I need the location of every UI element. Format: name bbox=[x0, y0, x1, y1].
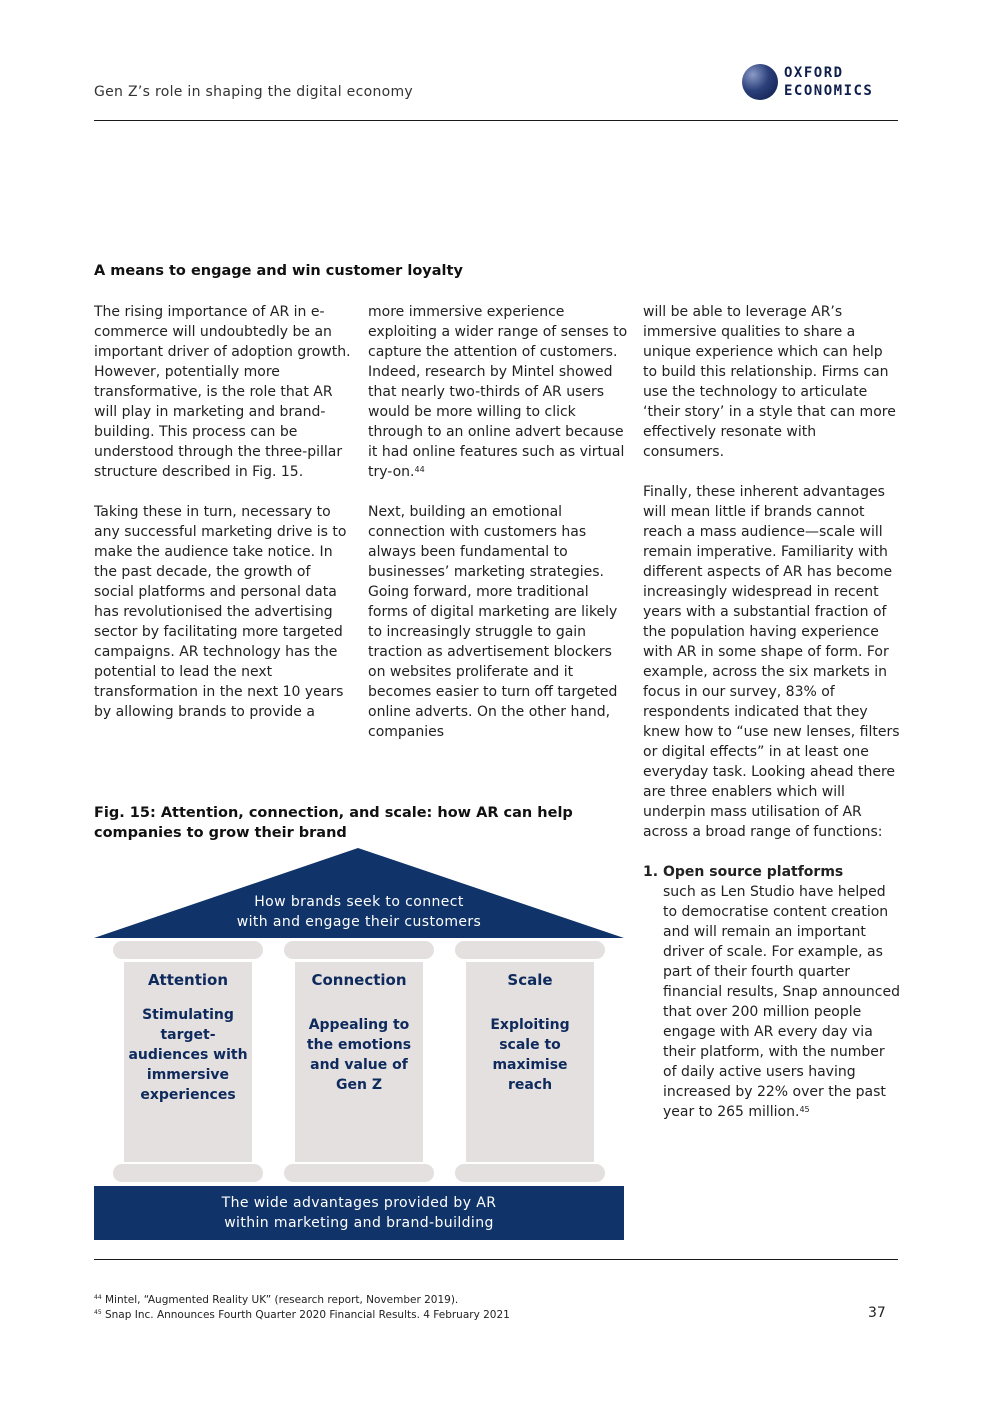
header-divider bbox=[94, 120, 898, 121]
list-item-title: Open source platforms bbox=[663, 864, 844, 880]
globe-icon bbox=[742, 64, 778, 100]
pillar-capital bbox=[284, 941, 434, 959]
pillar-base bbox=[113, 1164, 263, 1182]
figure-title: Fig. 15: Attention, connection, and scale: how AR can help companies to grow their brand bbox=[94, 805, 573, 841]
foundation-line-1: The wide advantages provided by AR bbox=[221, 1195, 497, 1211]
roof-text bbox=[94, 892, 624, 932]
foundation-line-2: within marketing and brand-building bbox=[224, 1215, 494, 1231]
running-header: Gen Z’s role in shaping the digital economy bbox=[94, 84, 414, 100]
list-number: 1. bbox=[643, 864, 659, 880]
text-column-1 bbox=[94, 302, 352, 742]
paragraph: Finally, these inherent advantages will mean little if brands cannot reach a mass audience—scale will remain imperative. Familiarity with different aspects of AR has become increasingly widespread in recent years with a substantial fraction of the population having experience with AR in some shape of form. For example, across the six markets in focus in our survey, 83% of respondents indicated that they knew how to “use new lenses, filters or digital effects” in at least one everyday task. Looking ahead there are three enablers which will underpin mass utilisation of AR across a broad range of functions: bbox=[643, 484, 900, 840]
roof-line-1: How brands seek to connect bbox=[254, 894, 464, 910]
paragraph: Next, building an emotional connection with customers has always been fundamental to businesses’ marketing strategies. Going forward, more traditional forms of digital marketing are likely to increasingly struggle to gain traction as advertisement blockers on websites proliferate and it becomes easier to turn off targeted online adverts. On the other hand, companies bbox=[368, 504, 618, 740]
pillar-base bbox=[284, 1164, 434, 1182]
footnote-45: $^{45}$ Snap Inc. Announces Fourth Quarter 2020 Financial Results. 4 February 2021 bbox=[94, 1309, 510, 1321]
pillar-title: Connection bbox=[311, 971, 407, 989]
paragraph: will be able to leverage AR’s immersive qualities to share a unique experience which can help to build this relationship. Firms can use the technology to articulate ‘their story’ in a style that can more effectively resonate with consumers. bbox=[643, 304, 896, 460]
paragraph: Taking these in turn, necessary to any successful marketing drive is to make the audience take notice. In the past decade, the growth of social platforms and personal data has revolutionised the advertising sector by facilitating more targeted campaigns. AR technology has the potential to lead the next transformation in the next 10 years by allowing brands to provide a bbox=[94, 504, 347, 720]
list-item bbox=[643, 862, 901, 1122]
pillar-description: Appealing to the emotions and value of Gen Z bbox=[306, 1017, 412, 1093]
pillar-base bbox=[455, 1164, 605, 1182]
pillar-description: Stimulating target-audiences with immersive experiences bbox=[128, 1007, 248, 1103]
footnote-ref[interactable]: 45 bbox=[799, 1105, 810, 1114]
logo-line-1: OXFORD bbox=[784, 65, 844, 81]
pillar-attention bbox=[124, 962, 252, 1162]
list-item-text: such as Len Studio have helped to democratise content creation and will remain an important driver of scale. For example, as part of their fourth quarter financial results, Snap announced that over 200 million people engage with AR every day via their platform, with the number of daily active users having increased by 22% over the past year to 265 million. bbox=[663, 884, 900, 1120]
pillar-title: Scale bbox=[507, 971, 553, 989]
logo-line-2: ECONOMICS bbox=[784, 83, 874, 99]
text-column-3 bbox=[643, 302, 901, 1122]
footnote-44: $^{44}$ Mintel, “Augmented Reality UK” (research report, November 2019). bbox=[94, 1294, 459, 1306]
pillar-scale bbox=[466, 962, 594, 1162]
paragraph: more immersive experience exploiting a wider range of senses to capture the attention of customers. Indeed, research by Mintel showed that nearly two-thirds of AR users would be more willing to click through to an online advert because it had online features such as virtual try-on.$^{44}$ bbox=[368, 304, 628, 480]
footnote-ref[interactable]: 44 bbox=[414, 465, 425, 474]
pillar-capital bbox=[455, 941, 605, 959]
page-number: 37 bbox=[868, 1305, 886, 1321]
pillar-capital bbox=[113, 941, 263, 959]
enablers-list bbox=[643, 862, 901, 1122]
pillar-connection bbox=[295, 962, 423, 1162]
section-heading: A means to engage and win customer loyalty bbox=[94, 263, 463, 279]
pillar-title: Attention bbox=[147, 971, 229, 989]
pillar-description: Exploiting scale to maximise reach bbox=[490, 1017, 570, 1093]
footer-divider bbox=[94, 1259, 898, 1260]
roof-line-2: with and engage their customers bbox=[236, 914, 482, 930]
foundation-block bbox=[94, 1186, 624, 1240]
text-column-2 bbox=[368, 302, 630, 762]
paragraph: The rising importance of AR in e-commerce will undoubtedly be an important driver of adoption growth. However, potentially more transformative, is the role that AR will play in marketing and brand-building. This process can be understood through the three-pillar structure described in Fig. 15. bbox=[94, 304, 351, 480]
oxford-economics-logo bbox=[742, 64, 873, 100]
